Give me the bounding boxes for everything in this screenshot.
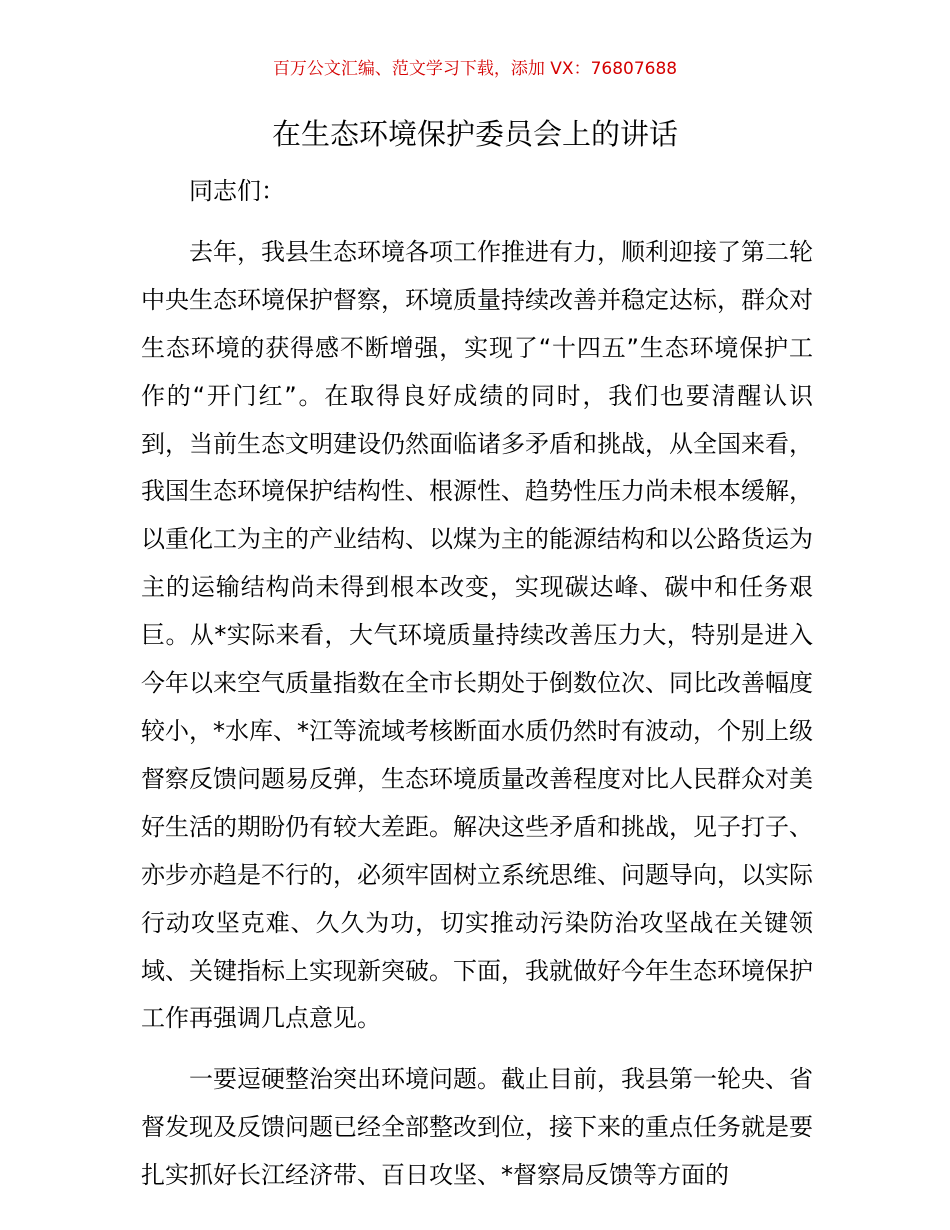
document-body (141, 168, 813, 1213)
salutation: 同志们： (189, 177, 285, 205)
watermark-header: 百万公文汇编、范文学习下载，添加 VX：76807688 (272, 59, 678, 79)
document-title: 在生态环境保护委员会上的讲话 (271, 117, 678, 151)
paragraph: 一要逗硬整治突出环境问题。截止目前，我县第一轮央、省督发现及反馈问题已经全部整改到位，接下来的重点任务就是要扎实抓好长江经济带、百日攻坚、*督察局反馈等方面的 (141, 1065, 813, 1190)
paragraph: 去年，我县生态环境各项工作推进有力，顺利迎接了第二轮中央生态环境保护督察，环境质量持续改善并稳定达标，群众对生态环境的获得感不断增强，实现了“十四五”生态环境保护工作的“开门红”。在取得良好成绩的同时，我们也要清醒认识到，当前生态文明建设仍然面临诸多矛盾和挑战，从全国来看，我国生态环境保护结构性、根源性、趋势性压力尚未根本缓解，以重化工为主的产业结构、以煤为主的能源结构和以公路货运为主的运输结构尚未得到根本改变，实现碳达峰、碳中和任务艰巨。从*实际来看，大气环境质量持续改善压力大，特别是进入今年以来空气质量指数在全市长期处于倒数位次、同比改善幅度较小，*水库、*江等流域考核断面水质仍然时有波动，个别上级督察反馈问题易反弹，生态环境质量改善程度对比人民群众对美好生活的期盼仍有较大差距。解决这些矛盾和挑战，见子打子、亦步亦趋是不行的，必须牢固树立系统思维、问题导向，以实际行动攻坚克难、久久为功，切实推动污染防治攻坚战在关键领域、关键指标上实现新突破。下面，我就做好今年生态环境保护工作再强调几点意见。 (141, 237, 813, 1033)
